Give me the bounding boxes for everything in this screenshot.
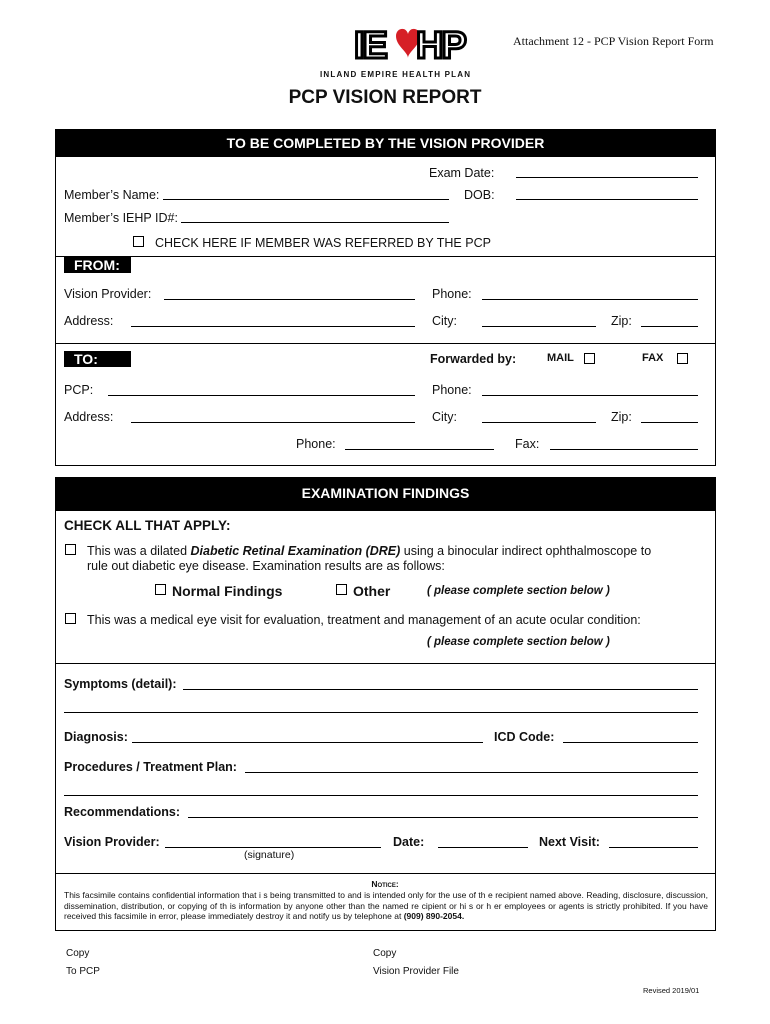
other-label: Other	[353, 583, 391, 599]
copy-label-1: Copy	[66, 948, 90, 959]
findings-heading: EXAMINATION FINDINGS	[55, 477, 716, 511]
recommendations-label: Recommendations:	[64, 805, 180, 819]
forwarded-by-label: Forwarded by:	[430, 352, 517, 366]
logo	[352, 20, 465, 67]
to-pcp-label: To PCP	[66, 966, 100, 977]
to-fax-label: Fax:	[515, 437, 540, 451]
date-label: Date:	[393, 835, 425, 849]
attachment-label: Attachment 12 - PCP Vision Report Form	[513, 34, 714, 48]
member-name-label: Member’s Name:	[64, 188, 160, 202]
procedures-label: Procedures / Treatment Plan:	[64, 760, 237, 774]
member-name-field[interactable]	[163, 199, 449, 200]
from-tag: FROM:	[64, 257, 131, 273]
icd-code-label: ICD Code:	[494, 730, 555, 744]
to-pcp-label: PCP:	[64, 383, 94, 397]
from-city-label: City:	[432, 314, 457, 328]
exam-date-field[interactable]	[516, 177, 698, 178]
fax-label: FAX	[642, 352, 664, 364]
divider-to	[55, 343, 716, 344]
procedures-field-2[interactable]	[64, 795, 698, 796]
normal-findings-checkbox[interactable]	[155, 584, 166, 595]
symptoms-label: Symptoms (detail):	[64, 677, 177, 691]
copy-label-2: Copy	[373, 948, 397, 959]
signature-provider-label: Vision Provider:	[64, 835, 160, 849]
from-vision-provider-field[interactable]	[164, 299, 415, 300]
to-zip-label: Zip:	[611, 410, 632, 424]
signature-field[interactable]	[165, 847, 381, 848]
svg-text:HP: HP	[416, 25, 465, 67]
recommendations-field[interactable]	[188, 817, 698, 818]
dre-checkbox[interactable]	[65, 544, 76, 555]
to-phone-label: Phone:	[432, 383, 472, 397]
divider-details	[55, 663, 716, 664]
dob-field[interactable]	[516, 199, 698, 200]
procedures-field[interactable]	[245, 772, 698, 773]
symptoms-field[interactable]	[183, 689, 698, 690]
to-address-field[interactable]	[131, 422, 415, 423]
to-tag: TO:	[64, 351, 131, 367]
revised-label: Revised 2019/01	[643, 986, 700, 995]
next-visit-field[interactable]	[609, 847, 698, 848]
dre-text-post: using a binocular indirect ophthalmoscope to	[400, 544, 652, 558]
dre-text-pre: This was a dilated	[87, 544, 191, 558]
signature-caption: (signature)	[244, 849, 295, 861]
to-city-label: City:	[432, 410, 457, 424]
date-field[interactable]	[438, 847, 528, 848]
from-vision-provider-label: Vision Provider:	[64, 287, 152, 301]
check-all-label: CHECK ALL THAT APPLY:	[64, 518, 231, 533]
referred-label: CHECK HERE IF MEMBER WAS REFERRED BY THE PCP	[155, 236, 491, 250]
mail-label: MAIL	[547, 352, 574, 364]
complete-note: ( please complete section below )	[427, 585, 610, 597]
medical-visit-checkbox[interactable]	[65, 613, 76, 624]
provider-section-heading: TO BE COMPLETED BY THE VISION PROVIDER	[55, 129, 716, 157]
to-fax-field[interactable]	[550, 449, 698, 450]
normal-findings-label: Normal Findings	[172, 583, 283, 599]
to-zip-field[interactable]	[641, 422, 698, 423]
other-checkbox[interactable]	[336, 584, 347, 595]
vision-file-label: Vision Provider File	[373, 966, 459, 977]
page-title: PCP VISION REPORT	[288, 87, 482, 108]
fax-checkbox[interactable]	[677, 353, 688, 364]
next-visit-label: Next Visit:	[539, 835, 600, 849]
complete-note-2: ( please complete section below )	[427, 636, 610, 648]
from-zip-label: Zip:	[611, 314, 632, 328]
to-phone-field[interactable]	[482, 395, 698, 396]
dre-text-line2: rule out diabetic eye disease. Examination results are as follows:	[87, 559, 445, 573]
from-address-field[interactable]	[131, 326, 415, 327]
to-address-label: Address:	[64, 410, 114, 424]
notice-heading: Notice:	[371, 879, 399, 889]
from-city-field[interactable]	[482, 326, 596, 327]
org-name: INLAND EMPIRE HEALTH PLAN	[320, 70, 472, 79]
from-phone-label: Phone:	[432, 287, 472, 301]
divider-from	[55, 256, 716, 257]
member-id-label: Member’s IEHP ID#:	[64, 211, 178, 225]
to-phone2-label: Phone:	[296, 437, 336, 451]
dre-text-em: Diabetic Retinal Examination (DRE)	[190, 544, 401, 558]
from-phone-field[interactable]	[482, 299, 698, 300]
symptoms-field-2[interactable]	[64, 712, 698, 713]
to-pcp-field[interactable]	[108, 395, 415, 396]
divider-notice	[55, 873, 716, 874]
from-zip-field[interactable]	[641, 326, 698, 327]
icd-code-field[interactable]	[563, 742, 698, 743]
mail-checkbox[interactable]	[584, 353, 595, 364]
notice-text	[64, 890, 708, 922]
member-id-field[interactable]	[181, 222, 449, 223]
medical-visit-label: This was a medical eye visit for evaluation, treatment and management of an acute ocular condition:	[87, 613, 641, 627]
dre-text	[87, 544, 651, 558]
to-phone2-field[interactable]	[345, 449, 494, 450]
notice-phone: (909) 890-2054.	[403, 911, 465, 921]
exam-date-label: Exam Date:	[429, 166, 495, 180]
notice-body: This facsimile contains confidential information that i s being transmitted to and is intended only for the use of th e recipient named above. Reading, disclosure, discussion, dissemination, distribution, or copying of th is information by anyone other than the named re cipient or hi s or h er employees or agents is strictly prohibited. If you have received this facsimile in error, please immediately destroy it and notify us by telephone at	[64, 890, 708, 921]
dob-label: DOB:	[464, 188, 495, 202]
svg-text:IE: IE	[354, 25, 386, 67]
to-city-field[interactable]	[482, 422, 596, 423]
diagnosis-field[interactable]	[132, 742, 483, 743]
from-address-label: Address:	[64, 314, 114, 328]
referred-checkbox[interactable]	[133, 236, 144, 247]
diagnosis-label: Diagnosis:	[64, 730, 128, 744]
